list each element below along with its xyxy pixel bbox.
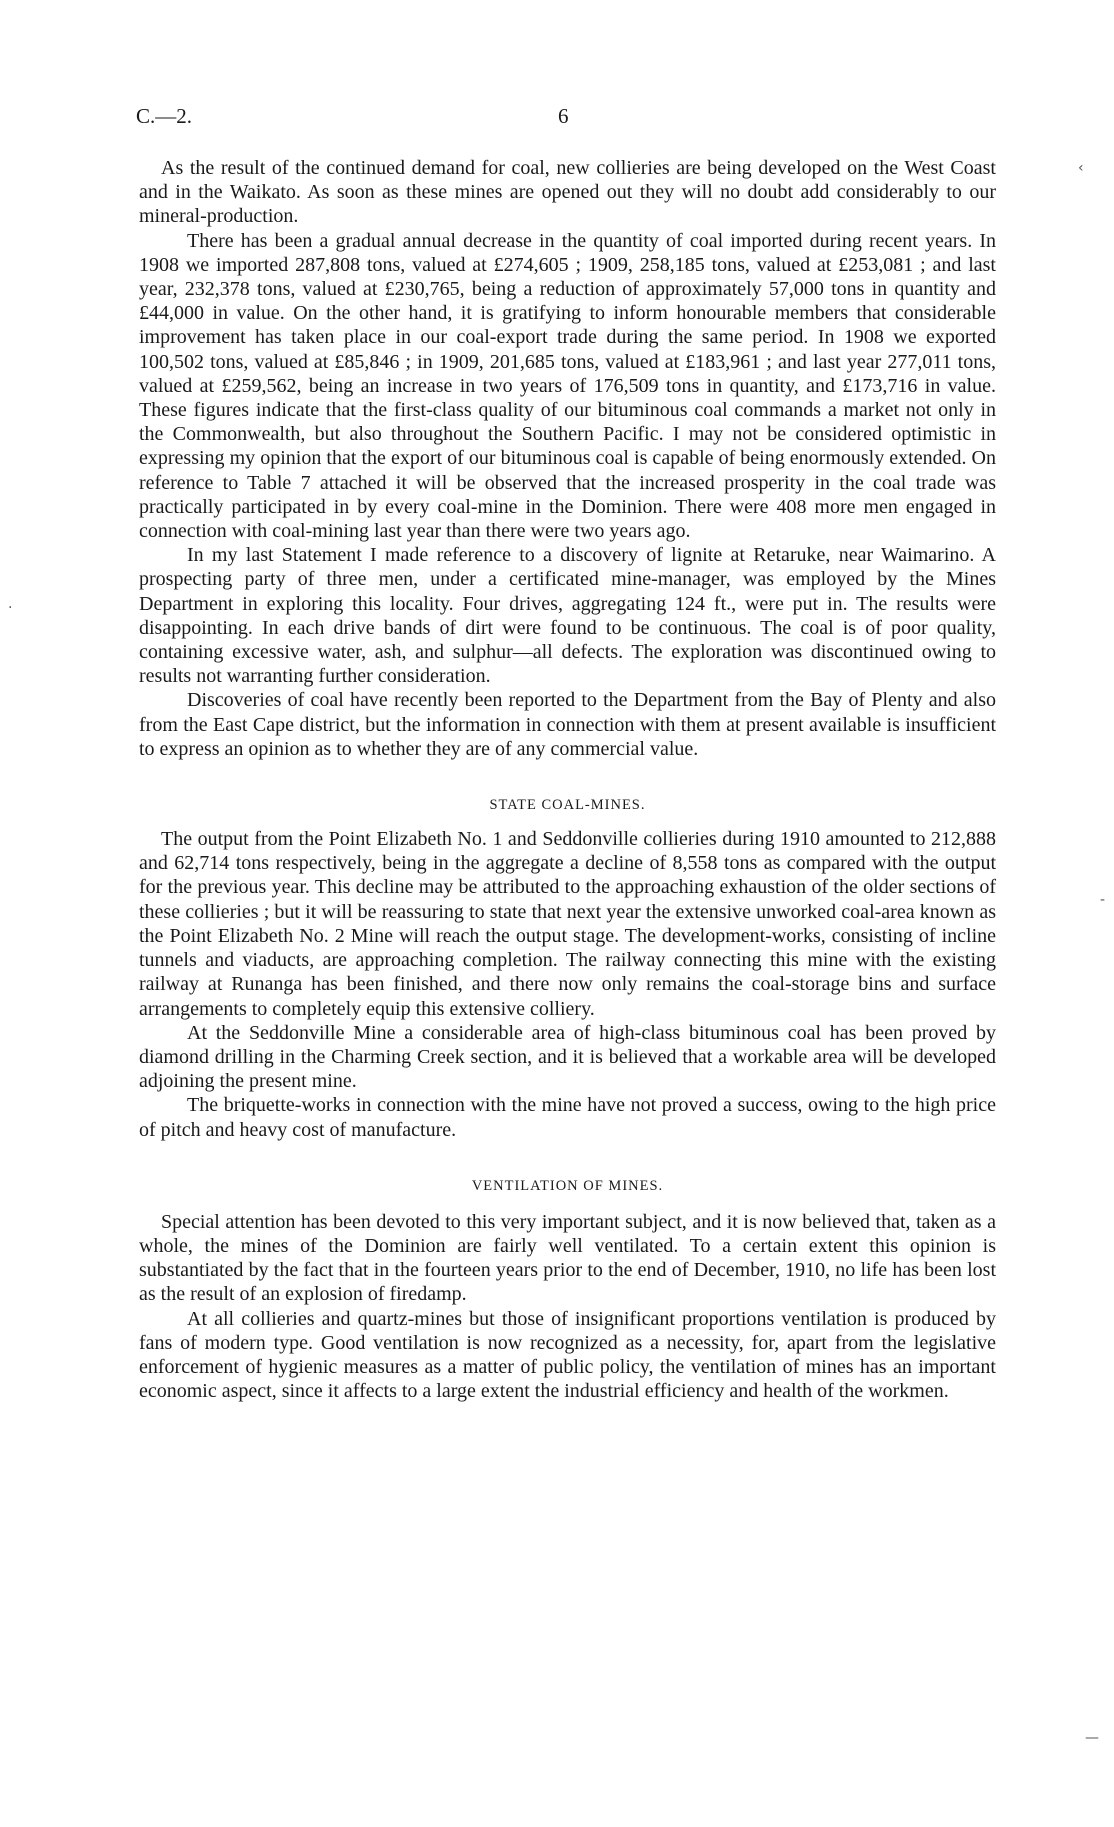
section-heading-state-coal-mines: STATE COAL-MINES. <box>489 797 646 814</box>
paragraph: At all collieries and quartz-mines but those of insignificant proportions ventilation is produced by fans of modern type. Good ventilation is now recognized as a necessity, for, apart from the legislative enforcement of hygienic measures as a matter of public policy, the ventilation of mines has an important economic aspect, since it affects to a large extent the industrial efficiency and health of the workmen. <box>139 1307 996 1403</box>
document-reference: C.—2. <box>136 104 193 128</box>
page-number: 6 <box>558 104 569 128</box>
scan-mark: ‹ <box>1078 160 1084 176</box>
paragraph: As the result of the continued demand for coal, new collieries are being developed on the West Coast and in the Waikato. As soon as these mines are opened out they will no doubt add considerably to our mineral-production. <box>139 157 996 228</box>
paragraph: The briquette-works in connection with the mine have not proved a success, owing to the high price of pitch and heavy cost of manufacture. <box>139 1094 996 1141</box>
paragraph: In my last Statement I made reference to a discovery of lignite at Retaruke, near Waimarino. A prospecting party of three men, under a certificated mine-manager, was employed by the Mines Department in exploring this locality. Four drives, aggregating 124 ft., were put in. The results were disappointing. In each drive bands of dirt were found to be continuous. The coal is of poor quality, containing excessive water, ash, and sulphur—all defects. The exploration was discontinued owing to results not warranting further consideration. <box>139 544 996 688</box>
paragraph: Discoveries of coal have recently been reported to the Department from the Bay of Plenty and also from the East Cape district, but the information in connection with them at present available is insufficient to express an opinion as to whether they are of any commercial value. <box>139 689 996 760</box>
paragraph: There has been a gradual annual decrease in the quantity of coal imported during recent years. In 1908 we imported 287,808 tons, valued at £274,605 ; 1909, 258,185 tons, valued at £253,081 ; and last year, 232,378 tons, valued at £230,765, being a reduction of approximately 57,000 tons in quantity and £44,000 in value. On the other hand, it is gratifying to inform honourable members that considerable improvement has taken place in our coal-export trade during the same period. In 1908 we exported 100,502 tons, valued at £85,846 ; in 1909, 201,685 tons, valued at £183,961 ; and last year 277,011 tons, valued at £259,562, being an increase in two years of 176,509 tons in quantity, and £173,716 in value. These figures indicate that the first-class quality of our bituminous coal commands a market not only in the Commonwealth, but also throughout the Southern Pacific. I may not be considered optimistic in expressing my opinion that the export of our bituminous coal is capable of being enormously extended. On reference to Table 7 attached it will be observed that the increased prosperity in the coal trade was practically participated in by every coal-mine in the Dominion. There were 408 more men engaged in connection with coal-mining last year than there were two years ago. <box>139 229 996 543</box>
paragraph: Special attention has been devoted to this very important subject, and it is now believed that, taken as a whole, the mines of the Dominion are fairly well ventilated. To a certain extent this opinion is substantiated by the fact that in the fourteen years prior to the end of December, 1910, no life has been lost as the result of an explosion of firedamp. <box>139 1210 996 1306</box>
paragraph: The output from the Point Elizabeth No. 1 and Seddonville collieries during 1910 amounted to 212,888 and 62,714 tons respectively, being in the aggregate a decline of 8,558 tons as compared with the output for the previous year. This decline may be attributed to the approaching exhaustion of the older sections of these collieries ; but it will be reassuring to state that next year the extensive unworked coal-area known as the Point Elizabeth No. 2 Mine will reach the output stage. The development-works, consisting of incline tunnels and viaducts, are approaching completion. The railway connecting this mine with the existing railway at Runanga has been finished, and there now only remains the coal-storage bins and surface arrangements to completely equip this extensive colliery. <box>139 828 996 1020</box>
page-header <box>136 104 996 134</box>
paragraph: At the Seddonville Mine a considerable area of high-class bituminous coal has been proved by diamond drilling in the Charming Creek section, and it is believed that a workable area will be developed adjoining the present mine. <box>139 1021 996 1093</box>
scan-mark: — <box>1085 1730 1099 1746</box>
section-heading-ventilation-of-mines: VENTILATION OF MINES. <box>471 1177 664 1194</box>
scan-mark: - <box>1100 892 1106 908</box>
scan-mark: · <box>8 600 13 616</box>
document-body <box>139 156 996 1403</box>
